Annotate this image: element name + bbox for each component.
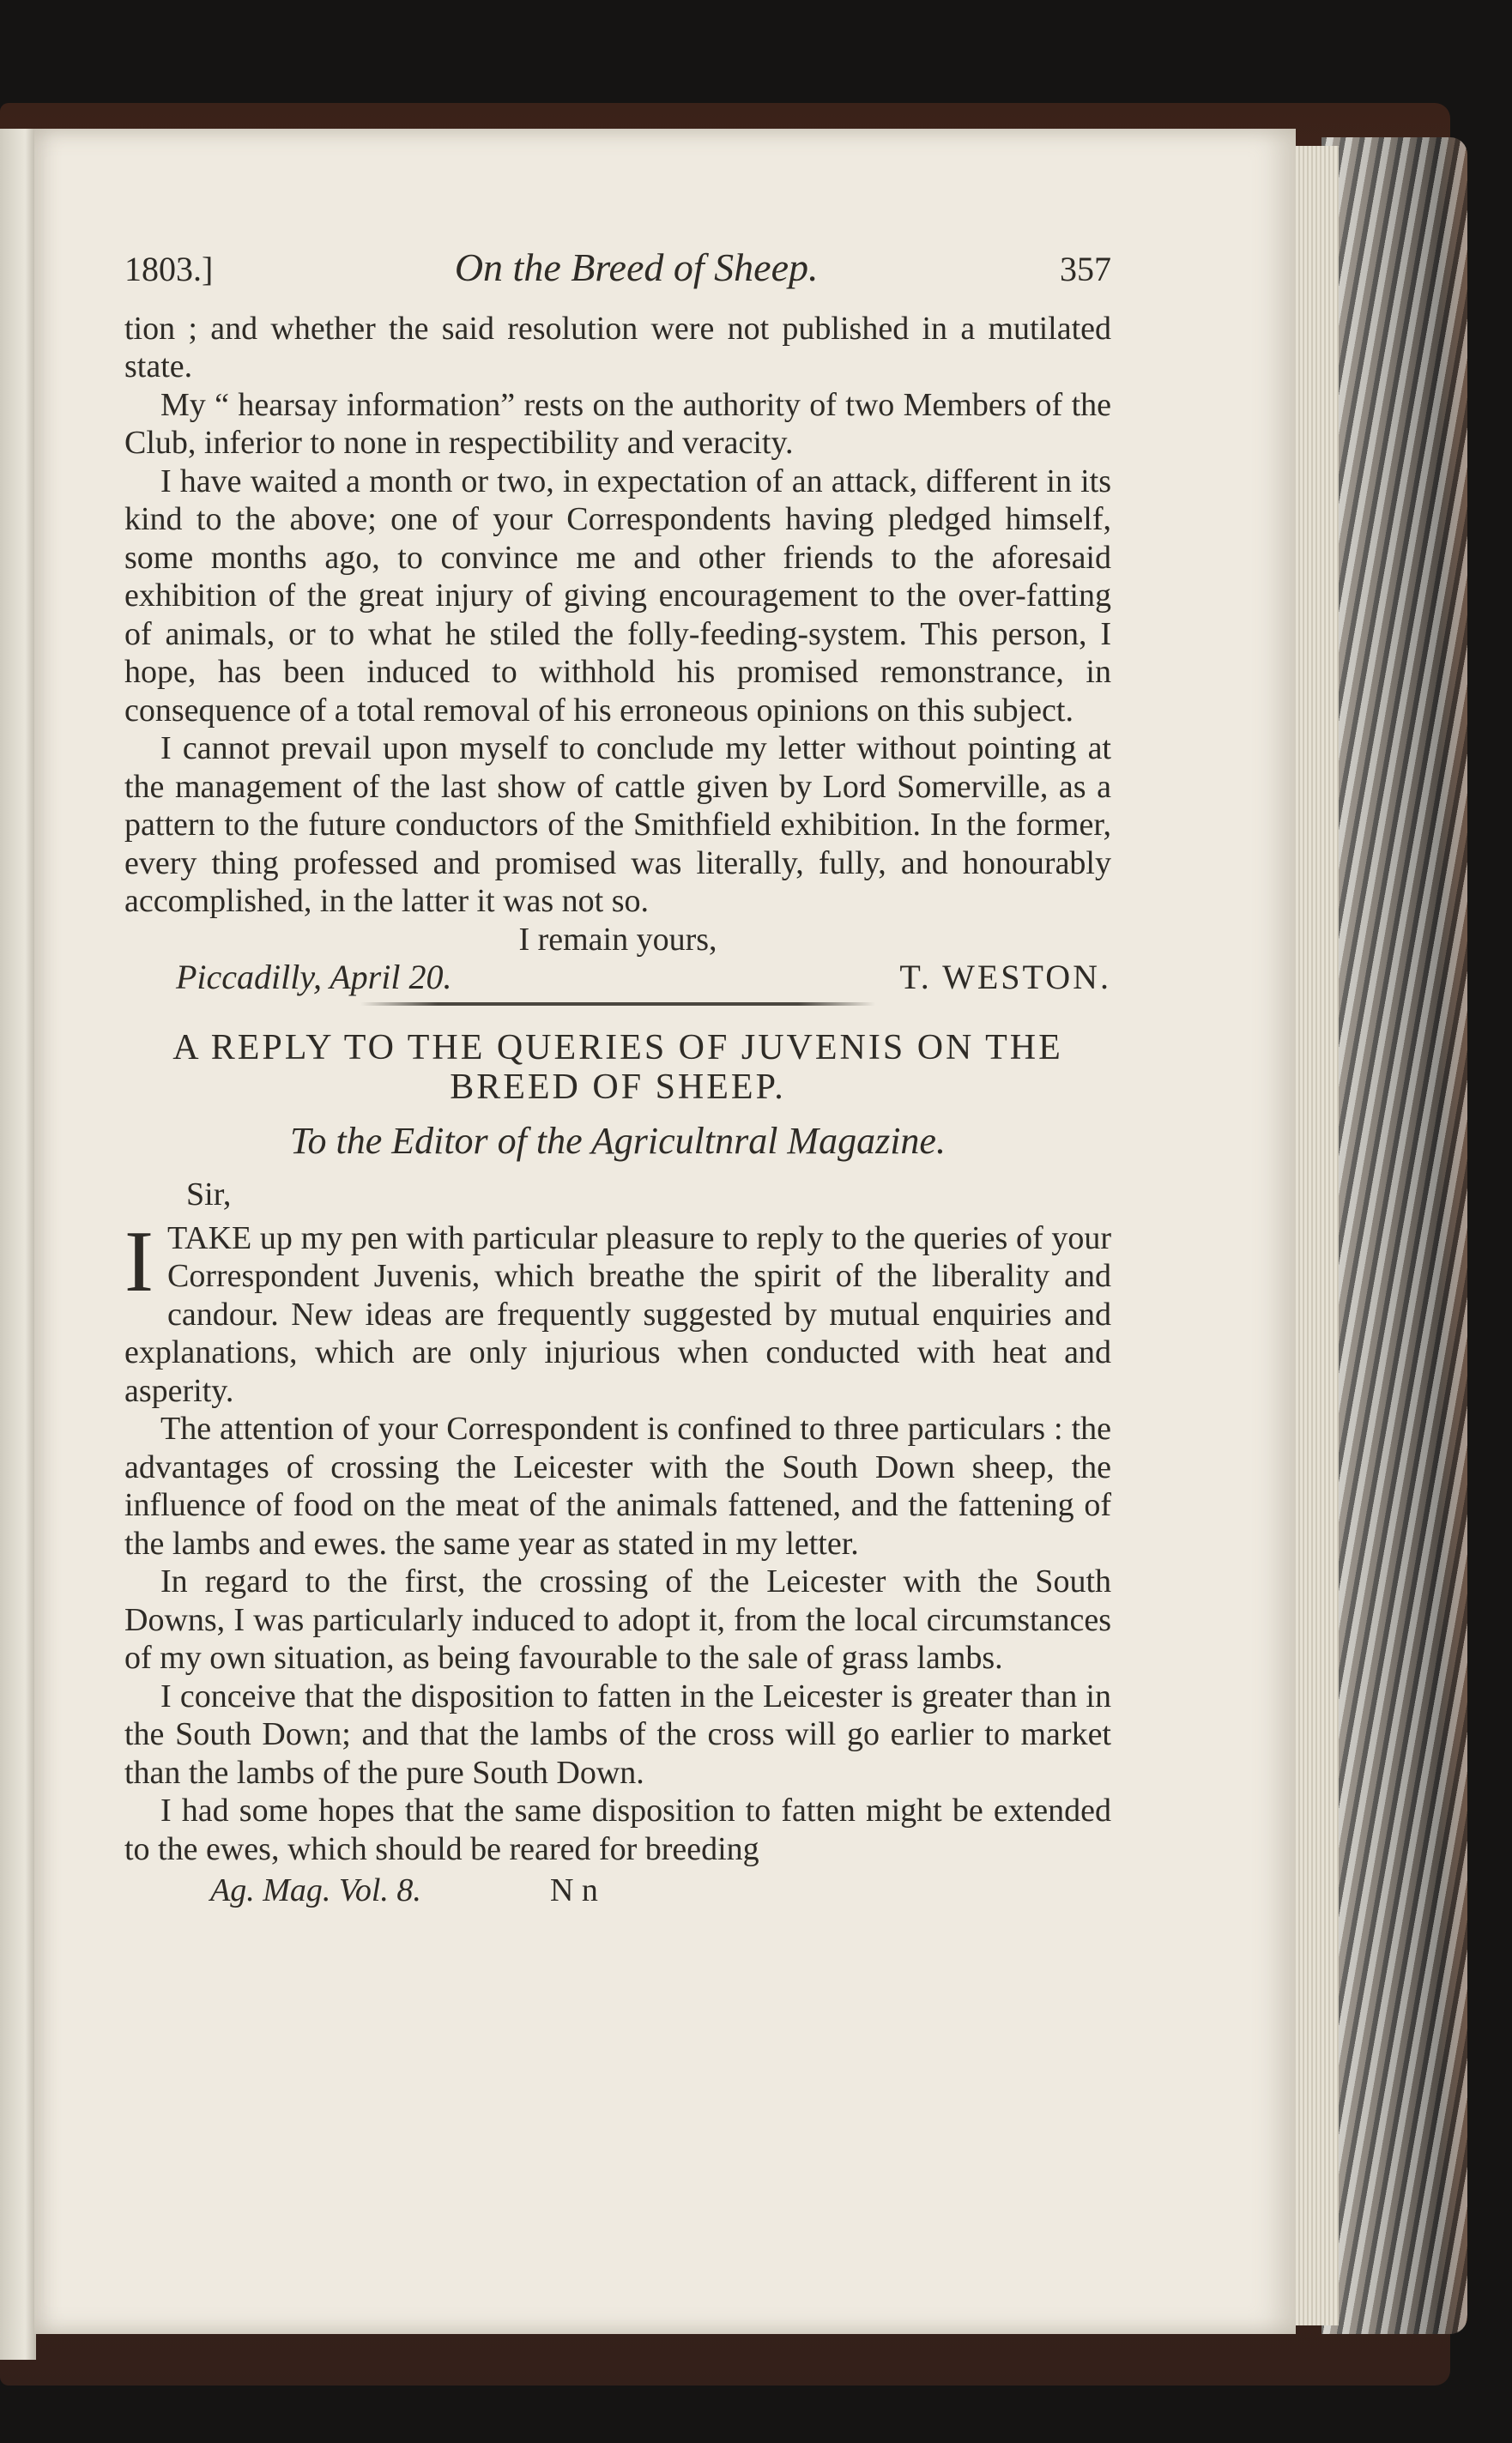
marbled-fore-edge <box>1321 137 1467 2334</box>
section-divider <box>360 1002 875 1006</box>
letter-signoff <box>124 958 1111 997</box>
letter-place-date: Piccadilly, April 20. <box>176 958 452 996</box>
letter-paragraph: I cannot prevail upon myself to conclude my letter without pointing at the management of the last show of cattle given by Lord Somerville, as a pattern to the future conductors of the Smithfield exhibition. In the former, every thing professed and promised was literally, fully, and honourably accomplished, in the latter it was not so. <box>124 730 1111 919</box>
article-paragraph: I had some hopes that the same disposition to fatten might be extended to the ewes, which should be reared for breeding <box>124 1793 1111 1867</box>
letter-signature: T. WESTON. <box>899 958 1111 996</box>
article-subheading: To the Editor of the Agricultnral Magazine. <box>290 1119 946 1162</box>
article-paragraph: I conceive that the disposition to fatten in the Leicester is greater than in the South Down; and that the lambs of the cross will go earlier to market than the lambs of the pure South Down. <box>124 1678 1111 1791</box>
footer-volume: Ag. Mag. Vol. 8. <box>210 1872 421 1908</box>
article-opening-paragraph <box>124 1212 1111 1411</box>
running-head-title: On the Breed of Sheep. <box>454 245 819 289</box>
page-number: 357 <box>1060 250 1111 288</box>
facing-page-edge <box>0 129 36 2360</box>
drop-cap: I <box>124 1212 154 1310</box>
page-footer <box>124 1872 1111 1910</box>
article-heading: A REPLY TO THE QUERIES OF JUVENIS ON THE BREED OF SHEEP. <box>172 1027 1063 1107</box>
running-head <box>124 245 1111 289</box>
page-text <box>124 245 1111 1910</box>
article-opening-text: TAKE up my pen with particular pleasure to reply to the queries of your Correspondent Juvenis, which breathe the spirit of the liberality and candour. New ideas are frequently suggested by mutual enquiries and explanations, which are only injurious when conducted with heat and asperity. <box>124 1219 1111 1409</box>
footer-signature-mark: N n <box>549 1872 598 1908</box>
letter-paragraph: tion ; and whether the said resolution were not published in a mutilated state. <box>124 310 1111 384</box>
article-salutation: Sir, <box>186 1176 232 1212</box>
letter-paragraph: My “ hearsay information” rests on the authority of two Members of the Club, inferior to none in respectibility and veracity. <box>124 386 1111 461</box>
running-head-year: 1803.] <box>124 250 214 288</box>
letter-paragraph: I have waited a month or two, in expectation of an attack, different in its kind to the above; one of your Correspondents having pledged himself, some months ago, to convince me and other friends to the aforesaid exhibition of the great injury of giving encouragement to the over-fatting of animals, or to what he stiled the folly-feeding-system. This person, I hope, has been induced to withhold his promised remonstrance, in consequence of a total removal of his erroneous opinions on this subject. <box>124 463 1111 729</box>
letter-closing: I remain yours, <box>518 921 717 958</box>
article-paragraph: In regard to the first, the crossing of the Leicester with the South Downs, I was particularly induced to adopt it, from the local circumstances of my own situation, as being favourable to the sale of grass lambs. <box>124 1563 1111 1676</box>
article-paragraph: The attention of your Correspondent is confined to three particulars : the advantages of crossing the Leicester with the South Down sheep, the influence of food on the meat of the animals fattened, and the fattening of the lambs and ewes. the same year as stated in my letter. <box>124 1411 1111 1562</box>
